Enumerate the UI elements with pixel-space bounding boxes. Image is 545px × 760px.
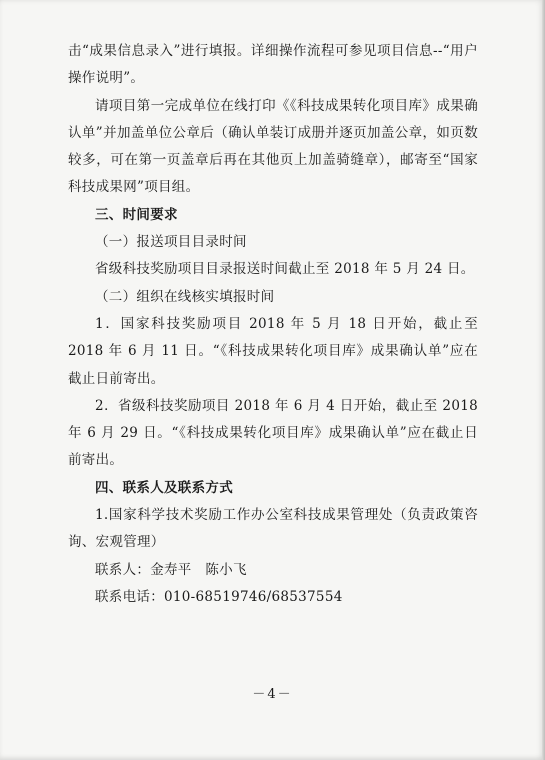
paragraph-contact-office: 1.国家科学技术奖励工作办公室科技成果管理处（负责政策咨询、宏观管理）: [68, 507, 478, 551]
paragraph-confirmation-form: 请项目第一完成单位在线打印《《科技成果转化项目库》成果确认单”并加盖单位公章后（确认单装订成册并逐页加盖公章，如页数较多，可在第一页盖章后再在其他页上加盖骑缝章），邮寄至“国家科技成果网”项目组。: [68, 97, 478, 196]
section-heading-time-requirements: 三、时间要求: [95, 206, 178, 223]
paragraph-provincial-award-schedule: 2．省级科技奖励项目 2018 年 6 月 4 日开始，截止至 2018 年 6 月 29 日。“《科技成果转化项目库》成果确认单”应在截止日前寄出。: [68, 397, 478, 469]
paragraph-submission-continued: 击“成果信息录入”进行填报。详细操作流程可参见项目信息--“用户操作说明”。: [68, 43, 478, 87]
paragraph-national-award-schedule: 1．国家科技奖励项目 2018 年 5 月 18 日开始，截止至 2018 年 6 月 11 日。“《科技成果转化项目库》成果确认单”应在截止日前寄出。: [68, 315, 478, 387]
subsection-heading-catalog-deadline: （一）报送项目目录时间: [95, 234, 247, 251]
paragraph-contact-persons: 联系人：金寿平 陈小飞: [95, 561, 247, 578]
page-number: －4－: [252, 687, 293, 702]
subsection-heading-online-verification: （二）组织在线核实填报时间: [95, 288, 275, 305]
document-body: [68, 38, 478, 611]
section-heading-contacts: 四、联系人及联系方式: [95, 479, 233, 496]
paragraph-provincial-deadline: 省级科技奖励项目目录报送时间截止至 2018 年 5 月 24 日。: [95, 261, 475, 278]
paragraph-contact-phone: 联系电话：010-68519746/68537554: [95, 588, 343, 605]
